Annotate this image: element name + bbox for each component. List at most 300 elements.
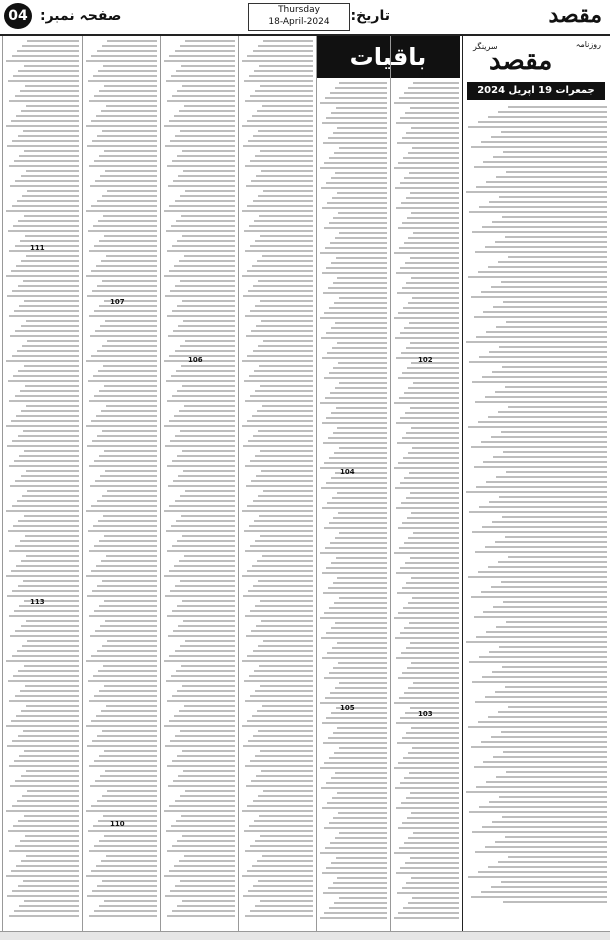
- text-line: [488, 716, 607, 718]
- text-line: [107, 40, 157, 42]
- text-line: [408, 452, 459, 454]
- text-line: [177, 540, 235, 542]
- text-line: [249, 525, 313, 527]
- text-line: [320, 102, 387, 104]
- text-line: [325, 847, 387, 849]
- text-line: [22, 645, 79, 647]
- article-number: 106: [188, 356, 203, 364]
- text-line: [14, 610, 79, 612]
- text-line: [21, 475, 79, 477]
- text-line: [334, 752, 387, 754]
- text-line: [401, 502, 459, 504]
- text-line: [179, 560, 235, 562]
- text-line: [329, 822, 387, 824]
- text-line: [26, 555, 79, 557]
- text-line: [21, 410, 79, 412]
- text-line: [260, 600, 313, 602]
- text-line: [99, 690, 157, 692]
- text-line: [489, 201, 607, 203]
- text-line: [260, 750, 313, 752]
- text-line: [478, 721, 607, 723]
- text-line: [89, 850, 157, 852]
- text-line: [92, 140, 157, 142]
- text-line: [180, 345, 235, 347]
- column-text: [393, 82, 459, 922]
- text-line: [408, 302, 459, 304]
- text-line: [92, 590, 157, 592]
- text-line: [472, 381, 607, 383]
- text-line: [18, 370, 79, 372]
- text-line: [94, 460, 157, 462]
- text-line: [23, 130, 79, 132]
- text-line: [167, 315, 235, 317]
- text-line: [411, 212, 459, 214]
- text-line: [478, 421, 607, 423]
- text-line: [91, 420, 157, 422]
- text-line: [103, 515, 157, 517]
- text-line: [333, 667, 387, 669]
- text-line: [101, 710, 157, 712]
- text-line: [180, 730, 235, 732]
- text-line: [23, 580, 79, 582]
- text-line: [164, 210, 235, 212]
- text-line: [247, 870, 313, 872]
- text-line: [11, 120, 79, 122]
- article-number: 101: [418, 72, 433, 80]
- text-line: [320, 617, 387, 619]
- text-line: [25, 835, 79, 837]
- text-line: [326, 182, 387, 184]
- text-line: [399, 97, 459, 99]
- text-line: [176, 220, 235, 222]
- text-line: [260, 385, 313, 387]
- text-line: [412, 447, 459, 449]
- text-line: [491, 586, 607, 588]
- text-line: [7, 595, 79, 597]
- text-line: [90, 785, 157, 787]
- text-line: [24, 815, 80, 817]
- text-line: [498, 561, 607, 563]
- text-line: [335, 622, 387, 624]
- text-line: [255, 305, 313, 307]
- text-line: [472, 231, 607, 233]
- text-line: [258, 45, 313, 47]
- text-line: [478, 271, 607, 273]
- text-line: [472, 831, 607, 833]
- text-line: [492, 221, 607, 223]
- text-line: [251, 480, 313, 482]
- text-line: [398, 762, 459, 764]
- text-line: [249, 675, 313, 677]
- text-line: [250, 95, 313, 97]
- text-line: [339, 897, 387, 899]
- text-line: [102, 495, 157, 497]
- text-line: [7, 295, 79, 297]
- text-line: [488, 116, 607, 118]
- text-line: [326, 417, 387, 419]
- text-line: [20, 390, 79, 392]
- text-line: [323, 142, 387, 144]
- text-line: [331, 177, 387, 179]
- text-line: [245, 850, 313, 852]
- text-line: [172, 95, 235, 97]
- text-line: [249, 825, 313, 827]
- text-line: [8, 230, 79, 232]
- text-line: [21, 110, 79, 112]
- text-line: [402, 437, 459, 439]
- text-line: [471, 446, 607, 448]
- text-line: [19, 755, 79, 757]
- text-line: [107, 340, 157, 342]
- text-line: [175, 500, 235, 502]
- text-line: [322, 657, 387, 659]
- text-line: [321, 187, 387, 189]
- text-line: [254, 820, 313, 822]
- text-line: [394, 402, 459, 404]
- text-line: [168, 785, 235, 787]
- text-line: [94, 910, 157, 912]
- text-line: [165, 295, 235, 297]
- text-line: [468, 876, 607, 878]
- text-line: [99, 305, 157, 307]
- text-line: [101, 410, 157, 412]
- text-line: [247, 270, 313, 272]
- text-line: [325, 247, 387, 249]
- text-line: [17, 50, 79, 52]
- text-line: [86, 725, 157, 727]
- text-line: [252, 265, 313, 267]
- text-line: [23, 280, 79, 282]
- text-line: [90, 185, 157, 187]
- text-line: [184, 255, 235, 257]
- text-line: [483, 611, 607, 613]
- text-line: [482, 376, 607, 378]
- text-line: [181, 665, 235, 667]
- text-line: [257, 710, 313, 712]
- text-line: [106, 705, 157, 707]
- text-line: [169, 205, 235, 207]
- text-line: [404, 477, 459, 479]
- text-line: [337, 342, 387, 344]
- text-line: [104, 835, 157, 837]
- text-line: [174, 415, 235, 417]
- text-line: [333, 367, 387, 369]
- text-line: [104, 85, 157, 87]
- text-line: [474, 616, 607, 618]
- text-line: [9, 850, 79, 852]
- text-line: [24, 65, 80, 67]
- text-line: [86, 575, 157, 577]
- text-line: [400, 332, 459, 334]
- text-line: [25, 535, 79, 537]
- text-line: [474, 466, 607, 468]
- text-line: [181, 215, 235, 217]
- text-line: [394, 917, 459, 919]
- text-line: [165, 745, 235, 747]
- text-line: [322, 422, 387, 424]
- text-line: [181, 365, 235, 367]
- text-line: [90, 485, 157, 487]
- text-line: [19, 905, 79, 907]
- text-line: [27, 40, 79, 42]
- text-line: [102, 430, 157, 432]
- text-line: [337, 427, 387, 429]
- text-line: [247, 420, 313, 422]
- text-line: [258, 130, 313, 132]
- text-line: [22, 795, 79, 797]
- text-line: [12, 205, 79, 207]
- text-line: [104, 150, 157, 152]
- text-line: [257, 410, 313, 412]
- editorial-date-band: جمعرات 19 اپریل 2024: [467, 82, 605, 100]
- text-line: [486, 331, 607, 333]
- text-line: [247, 570, 313, 572]
- text-line: [329, 607, 387, 609]
- text-line: [335, 322, 387, 324]
- text-line: [335, 237, 387, 239]
- text-line: [329, 307, 387, 309]
- text-line: [94, 395, 157, 397]
- text-line: [482, 676, 607, 678]
- text-line: [91, 870, 157, 872]
- text-line: [106, 555, 157, 557]
- text-line: [167, 700, 235, 702]
- text-line: [180, 495, 235, 497]
- article-number: 110: [110, 820, 125, 828]
- text-line: [478, 871, 607, 873]
- text-line: [172, 460, 235, 462]
- text-line: [397, 592, 459, 594]
- text-line: [338, 512, 387, 514]
- text-line: [400, 117, 459, 119]
- text-line: [177, 155, 235, 157]
- text-line: [97, 350, 157, 352]
- text-line: [326, 117, 387, 119]
- text-line: [483, 461, 607, 463]
- text-line: [502, 516, 607, 518]
- text-line: [24, 665, 80, 667]
- text-line: [508, 406, 607, 408]
- text-line: [10, 485, 79, 487]
- text-line: [104, 235, 157, 237]
- text-line: [91, 355, 157, 357]
- text-line: [247, 355, 313, 357]
- text-line: [99, 240, 157, 242]
- text-line: [326, 267, 387, 269]
- text-line: [177, 840, 235, 842]
- text-line: [394, 467, 459, 469]
- text-line: [410, 707, 460, 709]
- text-line: [396, 872, 459, 874]
- text-line: [105, 470, 157, 472]
- text-line: [503, 451, 607, 453]
- text-line: [96, 715, 157, 717]
- text-line: [331, 477, 387, 479]
- text-line: [175, 285, 235, 287]
- text-line: [164, 425, 235, 427]
- text-line: [320, 167, 387, 169]
- text-line: [182, 235, 235, 237]
- text-line: [9, 700, 79, 702]
- text-line: [253, 885, 313, 887]
- text-line: [242, 425, 313, 427]
- text-line: [12, 890, 79, 892]
- text-line: [245, 700, 313, 702]
- text-line: [171, 375, 235, 377]
- text-line: [403, 457, 459, 459]
- text-line: [164, 660, 235, 662]
- text-line: [183, 470, 235, 472]
- text-line: [180, 45, 235, 47]
- text-line: [17, 800, 79, 802]
- text-line: [409, 172, 459, 174]
- text-line: [27, 190, 79, 192]
- text-line: [102, 280, 157, 282]
- text-line: [247, 655, 313, 657]
- text-line: [106, 405, 157, 407]
- text-line: [170, 890, 235, 892]
- text-line: [245, 250, 313, 252]
- text-line: [324, 227, 387, 229]
- text-line: [172, 395, 235, 397]
- text-line: [175, 50, 235, 52]
- text-line: [182, 450, 235, 452]
- text-line: [338, 662, 387, 664]
- text-line: [6, 725, 79, 727]
- text-line: [181, 65, 235, 67]
- text-line: [12, 590, 79, 592]
- text-line: [400, 482, 459, 484]
- masthead-logo: مقصد: [548, 2, 602, 28]
- text-line: [19, 605, 79, 607]
- text-line: [175, 800, 235, 802]
- text-line: [406, 432, 459, 434]
- editorial-column: [462, 36, 609, 931]
- text-line: [242, 210, 313, 212]
- text-line: [176, 820, 235, 822]
- text-line: [24, 515, 80, 517]
- text-line: [493, 456, 607, 458]
- text-line: [167, 615, 235, 617]
- text-line: [91, 270, 157, 272]
- text-line: [326, 782, 387, 784]
- text-line: [106, 105, 157, 107]
- text-line: [262, 405, 313, 407]
- text-line: [13, 225, 79, 227]
- text-line: [408, 602, 459, 604]
- text-line: [406, 582, 459, 584]
- text-line: [245, 400, 313, 402]
- text-line: [322, 122, 387, 124]
- text-line: [91, 655, 157, 657]
- text-line: [481, 891, 607, 893]
- text-line: [9, 165, 79, 167]
- text-line: [335, 387, 387, 389]
- text-line: [9, 400, 79, 402]
- text-line: [322, 872, 387, 874]
- text-line: [491, 736, 607, 738]
- text-line: [248, 440, 313, 442]
- text-line: [471, 146, 607, 148]
- text-line: [397, 442, 459, 444]
- text-line: [254, 220, 313, 222]
- text-line: [491, 286, 607, 288]
- text-line: [245, 915, 313, 917]
- text-line: [339, 232, 387, 234]
- text-line: [479, 356, 607, 358]
- text-line: [9, 465, 79, 467]
- column-6: [2, 36, 81, 931]
- text-line: [19, 155, 79, 157]
- text-line: [247, 720, 313, 722]
- text-line: [475, 701, 607, 703]
- text-line: [172, 245, 235, 247]
- date-full: 18-April-2024: [268, 17, 330, 27]
- text-line: [164, 60, 235, 62]
- text-line: [325, 697, 387, 699]
- text-line: [9, 315, 79, 317]
- text-line: [92, 290, 157, 292]
- text-line: [167, 400, 235, 402]
- text-line: [11, 420, 79, 422]
- text-line: [91, 720, 157, 722]
- text-line: [88, 380, 157, 382]
- text-line: [102, 795, 157, 797]
- text-line: [179, 860, 235, 862]
- text-line: [251, 180, 313, 182]
- text-line: [401, 802, 459, 804]
- text-line: [328, 137, 387, 139]
- text-line: [86, 875, 157, 877]
- text-line: [323, 292, 387, 294]
- text-line: [87, 745, 157, 747]
- text-line: [478, 571, 607, 573]
- text-line: [172, 760, 235, 762]
- text-line: [404, 777, 459, 779]
- text-line: [321, 787, 387, 789]
- column-5: [82, 36, 159, 931]
- text-line: [6, 275, 79, 277]
- text-line: [338, 812, 387, 814]
- text-line: [479, 806, 607, 808]
- text-line: [24, 300, 79, 302]
- text-line: [245, 165, 313, 167]
- text-line: [107, 640, 157, 642]
- text-line: [260, 900, 313, 902]
- text-line: [176, 520, 235, 522]
- text-line: [19, 305, 79, 307]
- text-line: [493, 756, 607, 758]
- text-line: [332, 347, 387, 349]
- text-line: [99, 605, 157, 607]
- text-line: [242, 510, 313, 512]
- text-line: [398, 527, 459, 529]
- text-line: [405, 262, 459, 264]
- text-line: [501, 131, 608, 133]
- text-line: [329, 457, 387, 459]
- text-line: [87, 295, 157, 297]
- text-line: [475, 251, 607, 253]
- text-line: [320, 317, 387, 319]
- text-line: [18, 220, 79, 222]
- text-line: [407, 367, 459, 369]
- text-line: [404, 327, 459, 329]
- text-line: [242, 660, 313, 662]
- text-line: [255, 840, 313, 842]
- text-line: [412, 597, 459, 599]
- text-line: [323, 442, 387, 444]
- text-line: [336, 557, 387, 559]
